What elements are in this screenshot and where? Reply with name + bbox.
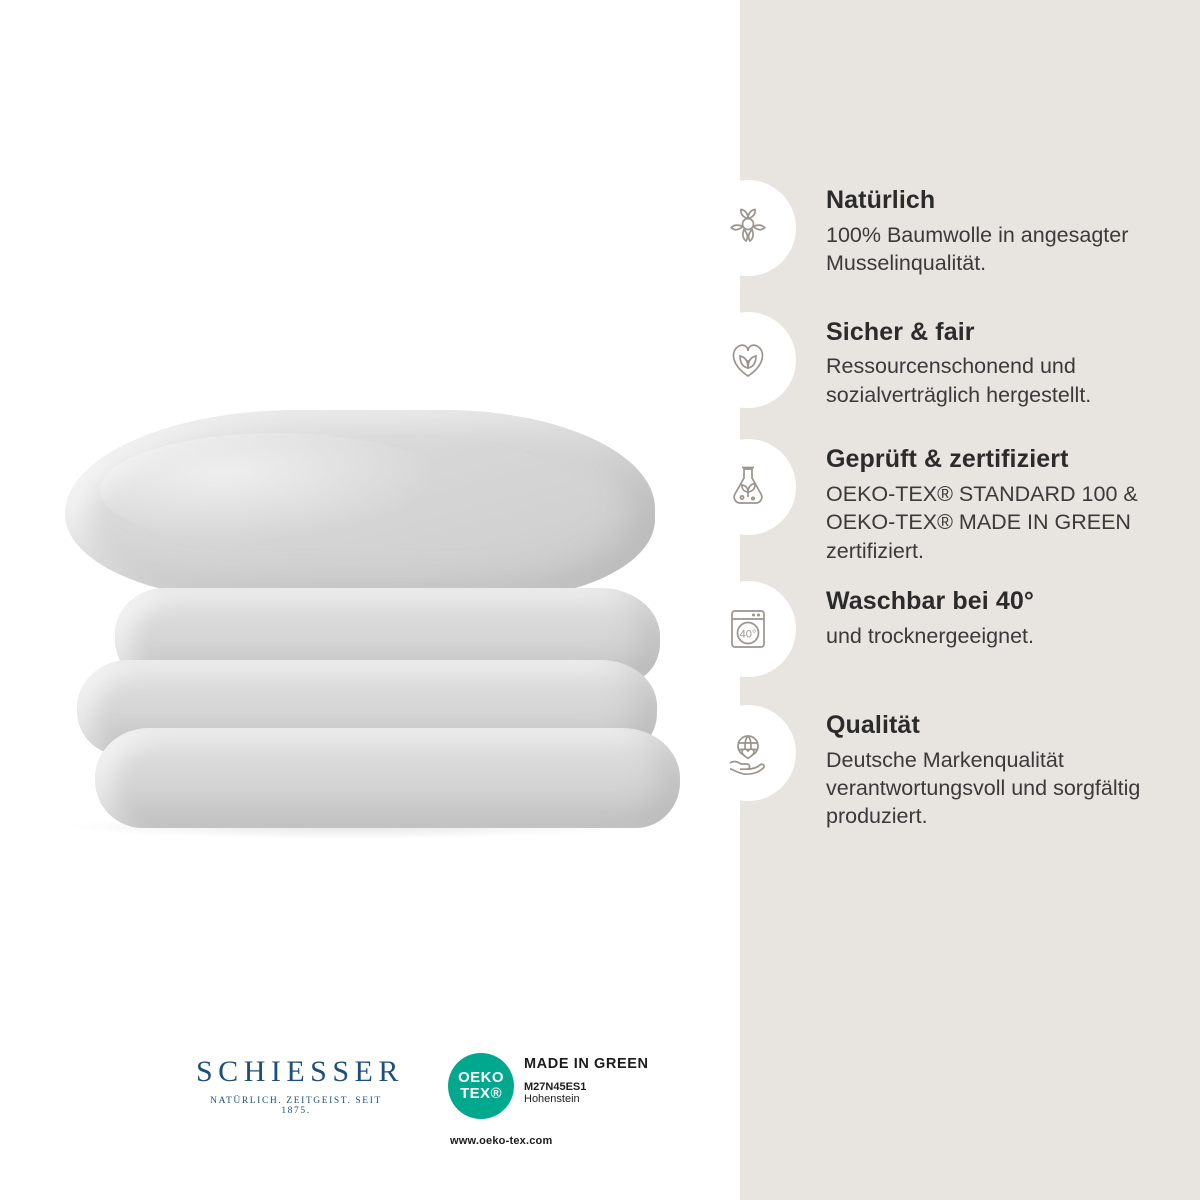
feature-item-natuerlich <box>700 180 1180 278</box>
feature-item-sicher-fair <box>700 312 1180 410</box>
feature-title: Natürlich <box>826 186 936 214</box>
duvet-fold-bottom <box>95 728 680 828</box>
feature-description: Ressourcenschonend und sozialverträglich hergestellt. <box>826 354 1092 407</box>
feature-title: Sicher & fair <box>826 317 975 346</box>
oeko-badge-line1: OEKO <box>458 1069 504 1087</box>
brand-name: SCHIESSER <box>196 1055 404 1088</box>
hand-heart-globe-icon <box>700 705 796 801</box>
pillow <box>65 410 655 600</box>
feature-description: und trocknergeeignet. <box>826 623 1034 648</box>
oeko-badge-line2: TEX® <box>460 1085 502 1102</box>
lab-flask-leaf-icon <box>700 439 796 535</box>
feature-title: Waschbar bei 40° <box>826 586 1034 615</box>
svg-text:40°: 40° <box>739 628 757 641</box>
footer-logos <box>0 1035 740 1165</box>
feature-description: OEKO-TEX® STANDARD 100 & OEKO-TEX® MADE IN GREEN zertifiziert. <box>826 481 1138 563</box>
oeko-tex-certificate <box>448 1053 649 1147</box>
certificate-code: M27N45ES1 <box>524 1081 587 1094</box>
certificate-details <box>524 1053 649 1105</box>
certificate-label: MADE IN GREEN <box>524 1056 649 1072</box>
feature-item-qualitaet <box>700 705 1180 831</box>
feature-description: 100% Baumwolle in angesagter Musselinqualität. <box>826 222 1129 276</box>
washing-machine-40-icon <box>700 581 796 677</box>
feature-text <box>796 581 1034 650</box>
duvet-roll <box>55 588 675 828</box>
feature-description: Deutsche Markenqualität verantwortungsvoll und sorgfältig produziert. <box>826 747 1141 829</box>
feature-title: Geprüft & zertifiziert <box>826 445 1069 473</box>
feature-text <box>796 312 1156 410</box>
feature-text <box>796 439 1156 565</box>
feature-item-waschbar <box>700 581 1180 677</box>
brand-logo <box>196 1055 404 1116</box>
heart-leaf-icon <box>700 312 796 408</box>
feature-list <box>700 180 1180 853</box>
oeko-tex-badge-icon <box>448 1053 514 1119</box>
cotton-flower-icon <box>700 180 796 276</box>
bedding-stack <box>55 410 655 830</box>
brand-tagline: NATÜRLICH. ZEITGEIST. SEIT 1875. <box>210 1096 382 1116</box>
feature-text <box>796 705 1156 831</box>
feature-title: Qualität <box>826 710 920 739</box>
feature-text <box>796 180 1156 278</box>
certificate-url: www.oeko-tex.com <box>450 1135 553 1147</box>
feature-item-geprueft-zertifiziert <box>700 439 1180 565</box>
certificate-institute: Hohenstein <box>524 1093 580 1106</box>
